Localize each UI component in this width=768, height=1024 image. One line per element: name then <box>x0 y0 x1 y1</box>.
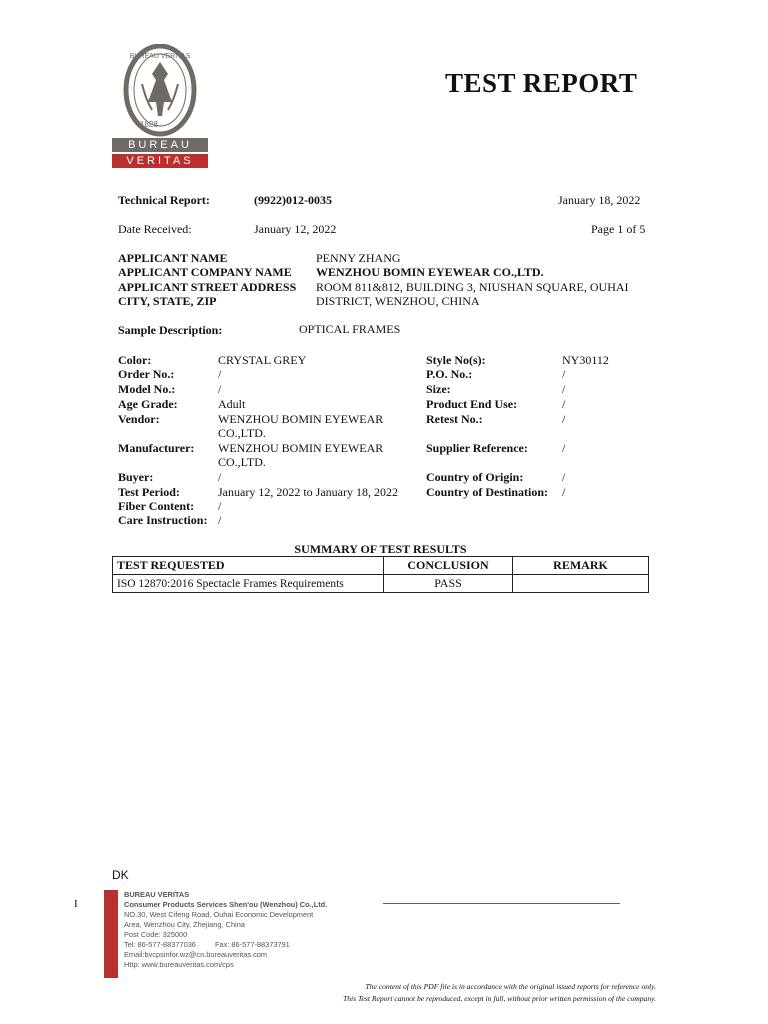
country-of-origin-value: / <box>562 470 566 484</box>
footer-company: BUREAU VERITAS <box>124 890 190 899</box>
footer-address-line2: Area, Wenzhou City, Zhejiang, China <box>124 920 245 929</box>
date-received-label: Date Received: <box>118 222 192 236</box>
fiber-content-label: Fiber Content: <box>118 499 195 513</box>
sample-description-value: OPTICAL FRAMES <box>299 322 401 336</box>
buyer-value: / <box>218 470 222 484</box>
color-label: Color: <box>118 353 152 367</box>
footer-email[interactable]: Email:bvcpsinfor.wz@cn.bureauveritas.com <box>124 950 268 959</box>
footer-fax: Fax: 86-577-88373791 <box>215 940 290 949</box>
summary-table <box>112 556 649 593</box>
footer-red-bar <box>104 890 118 978</box>
svg-text:BUREAU VERITAS: BUREAU VERITAS <box>129 53 191 60</box>
technical-report-label: Technical Report: <box>118 193 210 207</box>
footer-division: Consumer Products Services Shen'ou (Wenzhou) Co.,Ltd. <box>124 900 328 909</box>
footer-post-code: Post Code: 325000 <box>124 930 188 939</box>
applicant-company: WENZHOU BOMIN EYEWEAR CO.,LTD. <box>316 265 544 279</box>
report-title: TEST REPORT <box>445 68 638 98</box>
footer-marker: I <box>74 898 78 910</box>
disclaimer-line2: This Test Report cannot be reproduced, except in full, without prior written permission of the company. <box>342 994 656 1003</box>
test-period-value: January 12, 2022 to January 18, 2022 <box>218 485 398 499</box>
applicant-city-label: CITY, STATE, ZIP <box>118 294 217 308</box>
size-label: Size: <box>426 382 451 396</box>
manufacturer-label: Manufacturer: <box>118 441 195 455</box>
bureau-veritas-logo <box>112 44 208 170</box>
page-number: Page 1 of 5 <box>591 222 646 236</box>
supplier-reference-value: / <box>562 441 566 455</box>
technical-report-number: (9922)012-0035 <box>254 193 332 207</box>
date-received-value: January 12, 2022 <box>254 222 337 236</box>
summary-title: SUMMARY OF TEST RESULTS <box>294 542 467 556</box>
applicant-company-label: APPLICANT COMPANY NAME <box>118 265 292 279</box>
footer-tel: Tel: 86-577-88377036 <box>124 940 196 949</box>
manufacturer-value-line2: CO.,LTD. <box>218 455 266 469</box>
sample-description-label: Sample Description: <box>118 323 223 337</box>
order-no-value: / <box>218 367 222 381</box>
po-no-value: / <box>562 367 566 381</box>
footer-divider-line <box>383 903 620 904</box>
retest-no-label: Retest No.: <box>426 412 483 426</box>
logo-word-veritas: VERITAS <box>126 155 194 167</box>
footer-address-line1: NO.30, West Cifeng Road, Ouhai Economic Development <box>124 910 314 919</box>
care-instruction-label: Care Instruction: <box>118 513 208 527</box>
cell-test: ISO 12870:2016 Spectacle Frames Requirements <box>113 575 384 593</box>
country-of-destination-label: Country of Destination: <box>426 485 548 499</box>
fiber-content-value: / <box>218 499 222 513</box>
color-value: CRYSTAL GREY <box>218 353 307 367</box>
country-of-origin-label: Country of Origin: <box>426 470 524 484</box>
logo-word-bureau: BUREAU <box>128 139 192 151</box>
order-no-label: Order No.: <box>118 367 175 381</box>
age-grade-value: Adult <box>218 397 246 411</box>
age-grade-label: Age Grade: <box>118 397 178 411</box>
col-conclusion: CONCLUSION <box>384 557 513 575</box>
cell-remark <box>513 575 649 593</box>
vendor-value: WENZHOU BOMIN EYEWEAR <box>218 412 384 426</box>
product-end-use-value: / <box>562 397 566 411</box>
style-no-label: Style No(s): <box>426 353 486 367</box>
vendor-label: Vendor: <box>118 412 160 426</box>
report-date: January 18, 2022 <box>558 193 641 207</box>
supplier-reference-label: Supplier Reference: <box>426 441 528 455</box>
applicant-address-label: APPLICANT STREET ADDRESS <box>118 280 297 294</box>
footer-website[interactable]: Http: www.bureauveritas.com/cps <box>124 960 234 969</box>
applicant-name: PENNY ZHANG <box>316 251 401 265</box>
disclaimer-line1: The content of this PDF file is in accordance with the original issued reports for reference only. <box>365 982 656 991</box>
cell-conclusion: PASS <box>384 575 513 593</box>
logo-year: 1828 <box>140 120 158 129</box>
col-test-requested: TEST REQUESTED <box>113 557 384 575</box>
col-remark: REMARK <box>513 557 649 575</box>
summary-header-row <box>113 557 649 575</box>
care-instruction-value: / <box>218 513 222 527</box>
po-no-label: P.O. No.: <box>426 367 473 381</box>
vendor-value-line2: CO.,LTD. <box>218 426 266 440</box>
size-value: / <box>562 382 566 396</box>
initials: DK <box>112 868 129 882</box>
applicant-name-label: APPLICANT NAME <box>118 251 228 265</box>
product-end-use-label: Product End Use: <box>426 397 518 411</box>
style-no-value: NY30112 <box>562 353 609 367</box>
retest-no-value: / <box>562 412 566 426</box>
manufacturer-value: WENZHOU BOMIN EYEWEAR <box>218 441 384 455</box>
buyer-label: Buyer: <box>118 470 154 484</box>
applicant-address-line1: ROOM 811&812, BUILDING 3, NIUSHAN SQUARE, OUHAI <box>316 280 629 294</box>
table-row <box>113 575 649 593</box>
model-no-label: Model No.: <box>118 382 176 396</box>
country-of-destination-value: / <box>562 485 566 499</box>
test-period-label: Test Period: <box>118 485 180 499</box>
applicant-address-line2: DISTRICT, WENZHOU, CHINA <box>316 294 480 308</box>
model-no-value: / <box>218 382 222 396</box>
